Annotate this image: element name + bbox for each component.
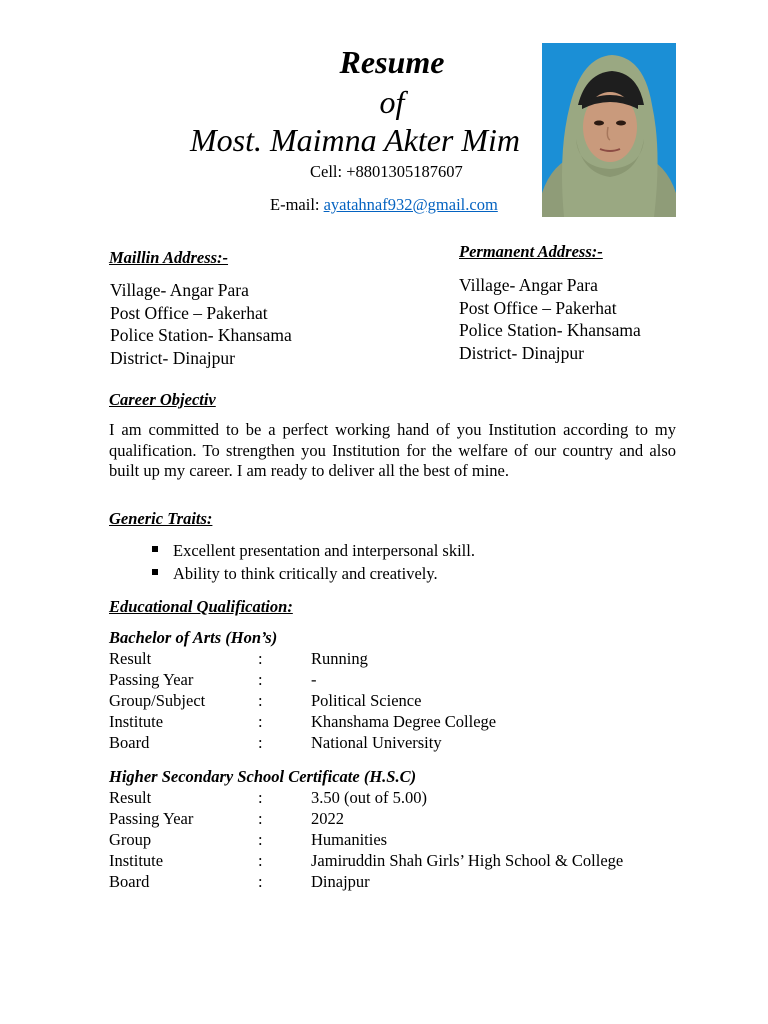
resume-title-of: of (379, 84, 405, 120)
table-row (109, 690, 496, 711)
permanent-address-line: Village- Angar Para (459, 275, 598, 295)
field-value: Humanities (311, 830, 388, 849)
education-heading: Educational Qualification: (109, 597, 293, 616)
career-objective-text: I am committed to be a perfect working hand of you Institution according to my qualification. To strengthen you Institution for the welfare of our country and also built up my career. I am ready to deliver all the best of mine. (109, 420, 676, 480)
field-label: Passing Year (109, 809, 194, 828)
field-label: Institute (109, 712, 164, 731)
trait-text: Excellent presentation and interpersonal skill. (173, 541, 475, 560)
generic-traits-list (152, 539, 475, 585)
table-row (109, 787, 623, 808)
field-value: Khanshama Degree College (311, 712, 497, 731)
email-label: E-mail: (270, 195, 324, 214)
portrait-illustration (542, 43, 676, 217)
permanent-address-line: Police Station- Khansama (459, 320, 641, 340)
field-value: - (311, 670, 317, 689)
degree-details-table (109, 787, 623, 892)
field-separator: : (258, 830, 263, 849)
generic-traits-heading: Generic Traits: (109, 509, 213, 528)
field-value: Political Science (311, 691, 422, 710)
field-value: National University (311, 733, 442, 752)
field-label: Result (109, 649, 152, 668)
field-value: 3.50 (out of 5.00) (311, 788, 427, 807)
field-value: Jamiruddin Shah Girls’ High School & College (311, 851, 624, 870)
permanent-address-heading: Permanent Address:- (459, 242, 603, 261)
permanent-address-line: Post Office – Pakerhat (459, 297, 617, 318)
field-separator: : (258, 872, 263, 891)
profile-photo (542, 43, 676, 217)
field-separator: : (258, 733, 263, 752)
email-line (270, 195, 498, 215)
field-value: Running (311, 649, 368, 668)
table-row (109, 669, 496, 690)
field-separator: : (258, 670, 263, 689)
permanent-address-line: District- Dinajpur (459, 342, 584, 363)
email-link[interactable]: ayatahnaf932@gmail.com (323, 195, 498, 214)
field-separator: : (258, 712, 263, 731)
mailing-address-line: Post Office – Pakerhat (110, 302, 268, 323)
table-row (109, 648, 496, 669)
field-separator: : (258, 691, 263, 710)
field-separator: : (258, 851, 263, 870)
list-item (152, 539, 475, 562)
mailing-address-heading: Maillin Address:- (109, 248, 229, 267)
table-row (109, 829, 623, 850)
table-row (109, 850, 623, 871)
field-separator: : (258, 649, 263, 668)
permanent-address (459, 274, 641, 364)
degree-title: Higher Secondary School Certificate (H.S.C) (109, 767, 417, 786)
field-separator: : (258, 809, 263, 828)
field-label: Group/Subject (109, 691, 206, 710)
degree-details-table (109, 648, 496, 753)
table-row (109, 808, 623, 829)
mailing-address-line: Village- Angar Para (110, 280, 249, 300)
table-row (109, 732, 496, 753)
cell-number: Cell: +8801305187607 (310, 162, 463, 181)
field-value: 2022 (311, 809, 344, 828)
resume-title: Resume (339, 44, 445, 80)
candidate-name: Most. Maimna Akter Mim (190, 122, 521, 158)
square-bullet-icon (152, 546, 158, 552)
field-label: Institute (109, 851, 164, 870)
career-objective-heading: Career Objectiv (109, 390, 216, 409)
field-label: Passing Year (109, 670, 194, 689)
list-item (152, 562, 475, 585)
trait-text: Ability to think critically and creatively. (173, 564, 438, 583)
mailing-address-line: District- Dinajpur (110, 347, 235, 368)
table-row (109, 871, 623, 892)
field-label: Group (109, 830, 152, 849)
mailing-address-line: Police Station- Khansama (110, 325, 292, 345)
square-bullet-icon (152, 569, 158, 575)
mailing-address (110, 279, 292, 369)
degree-title: Bachelor of Arts (Hon’s) (109, 628, 278, 647)
field-label: Board (109, 733, 150, 752)
table-row (109, 711, 496, 732)
field-label: Result (109, 788, 152, 807)
field-value: Dinajpur (311, 872, 370, 891)
field-separator: : (258, 788, 263, 807)
field-label: Board (109, 872, 150, 891)
